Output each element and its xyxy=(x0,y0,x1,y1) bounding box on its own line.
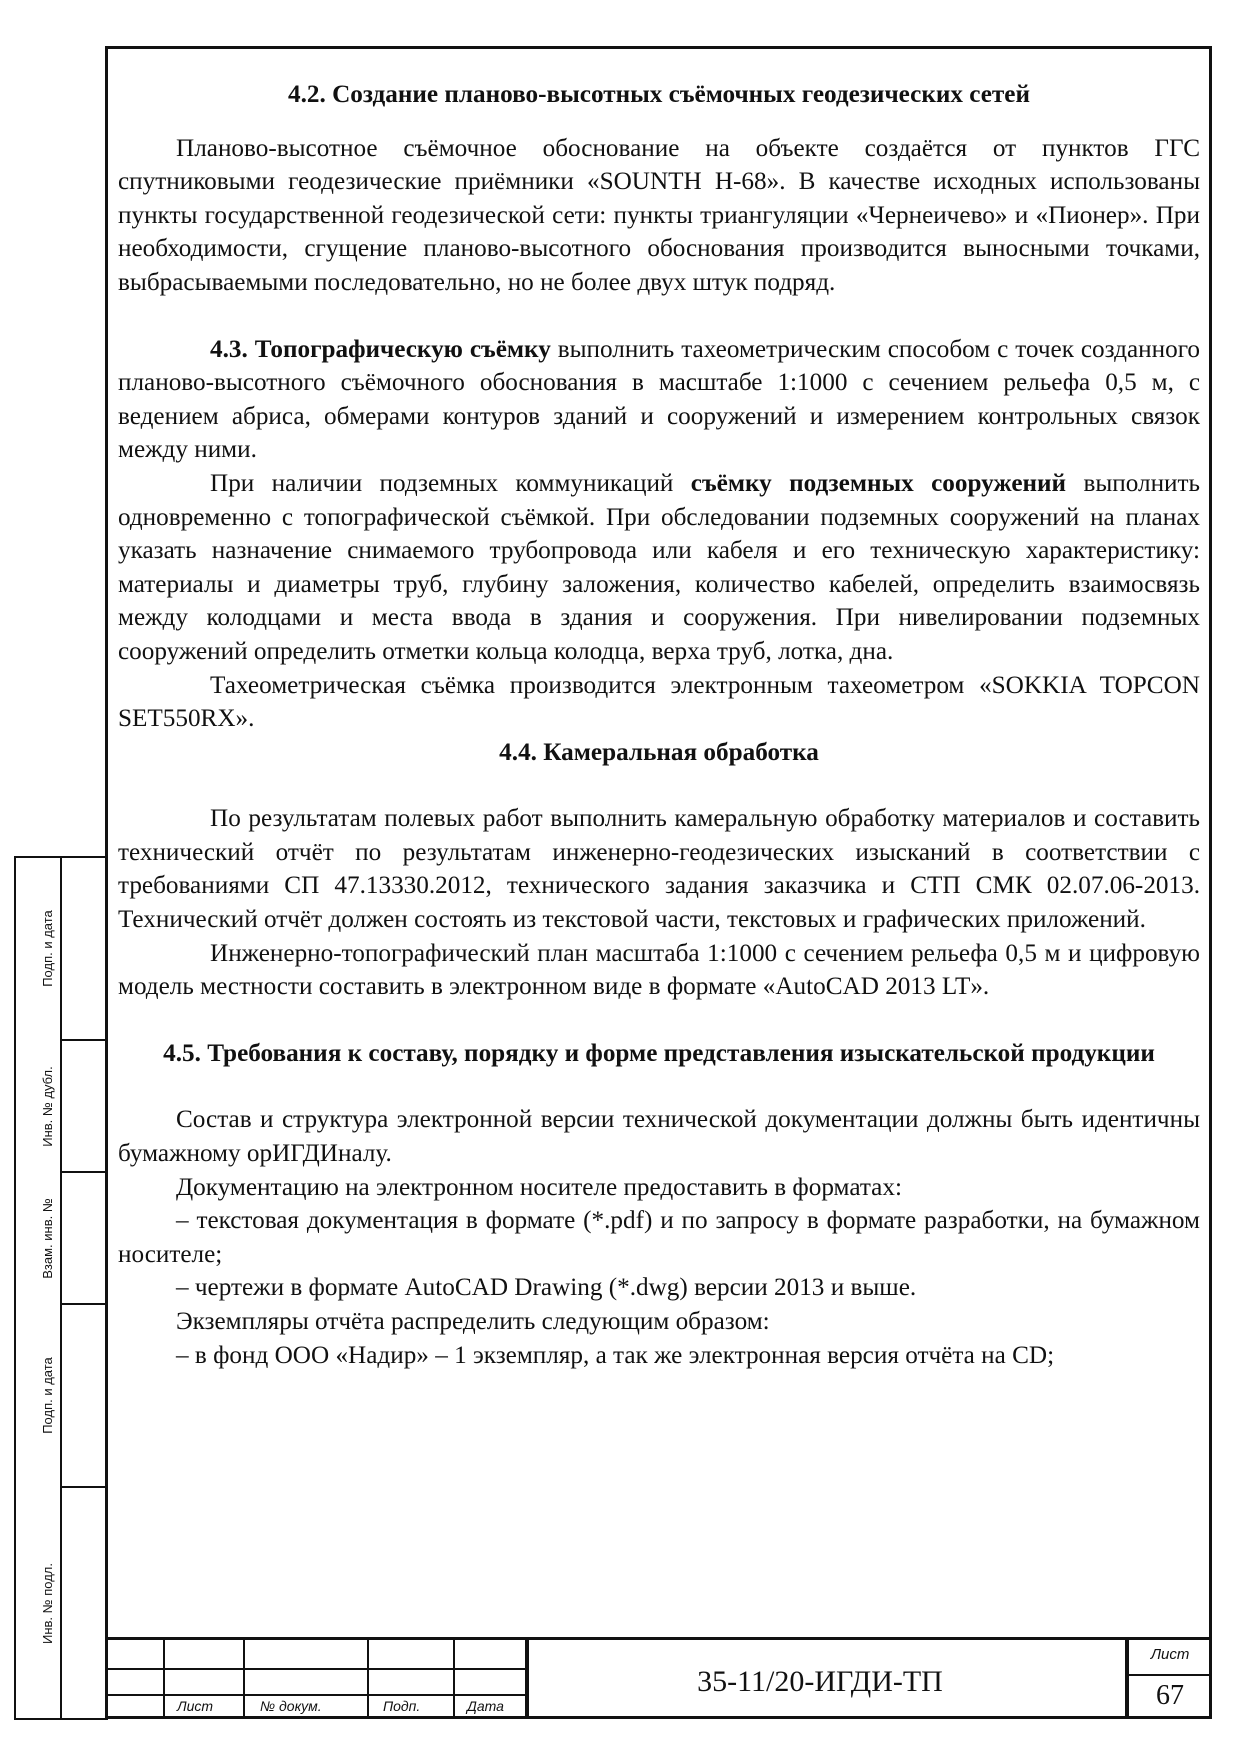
sheet-label: Лист xyxy=(1150,1646,1190,1663)
document-body xyxy=(118,78,1200,1372)
document-code: 35-11/20-ИГДИ-ТП xyxy=(697,1665,943,1698)
side-stamp-label: Инв. № подл. xyxy=(39,1562,55,1644)
side-stamp xyxy=(39,856,108,1720)
paragraph-bold: съёмку подземных сооружений xyxy=(690,469,1067,497)
list-item: – в фонд ООО «Надир» – 1 экземпляр, а так же электронная версия отчёта на CD; xyxy=(176,1341,1055,1369)
paragraph: Состав и структура электронной версии технической документации должны быть идентичны бумажному орИГДИналу. xyxy=(118,1106,1200,1168)
column-label-date: Дата xyxy=(467,1698,504,1714)
side-stamp-cell xyxy=(39,858,108,1041)
section-heading: 4.5. Требования к составу, порядку и форме представления изыскательской продукции xyxy=(163,1039,1155,1067)
paragraph xyxy=(118,467,1200,669)
paragraph: Планово-высотное съёмочное обоснование на объекте создаётся от пунктов ГГС спутниковыми геодезические приёмники «SOUNTH H-68». В качестве исходных использованы пункты государственной геодезической сети: пункты триангуляции «Чернеичево» и «Пионер». При необходимости, сгущение планово-высотного обоснования производится выносными точками, выбрасываемыми последовательно, но не более двух штук подряд. xyxy=(118,134,1200,296)
section-heading: 4.2. Создание планово-высотных съёмочных геодезических сетей xyxy=(288,81,1030,108)
section-heading: 4.4. Камеральная обработка xyxy=(499,738,819,766)
side-stamp-label: Подп. и дата xyxy=(39,910,55,987)
side-stamp-cell xyxy=(39,1488,108,1718)
side-stamp-label: Инв. № дубл. xyxy=(39,1065,55,1147)
column-label-sheet: Лист xyxy=(177,1698,214,1714)
side-stamp-label: Подп. и дата xyxy=(39,1357,55,1434)
side-stamp-cell xyxy=(39,1305,108,1488)
paragraph: Экземпляры отчёта распределить следующим образом: xyxy=(176,1308,770,1335)
side-stamp-cell xyxy=(39,1173,108,1305)
paragraph xyxy=(118,333,1200,467)
paragraph: Документацию на электронном носителе предоставить в форматах: xyxy=(176,1173,902,1201)
column-label-doc-number: № докум. xyxy=(260,1698,322,1714)
title-block-cell xyxy=(105,1640,165,1719)
list-item: – чертежи в формате AutoCAD Drawing (*.dwg) версии 2013 и выше. xyxy=(176,1274,917,1302)
paragraph: По результатам полевых работ выполнить камеральную обработку материалов и составить технический отчёт по результатам инженерно-геодезических изысканий в соответствии с требованиями СП 47.13330.2012, технического задания заказчика и СТП СМК 02.07.06-2013. Технический отчёт должен состоять из текстовой части, текстовых и графических приложений. xyxy=(118,805,1200,934)
side-stamp-label: Взам. инв. № xyxy=(39,1197,55,1279)
sheet-number: 67 xyxy=(1156,1680,1184,1711)
list-item: – текстовая документация в формате (*.pdf) и по запросу в формате разработки, на бумажном носителе; xyxy=(118,1207,1200,1268)
paragraph-text: выполнить тахеометрическим способом с точек созданного планово-высотного съёмочного обоснования в масштабе 1:1000 с сечением рельефа 0,5 м, с ведением абриса, обмерами контуров зданий и сооружений и измерением контрольных связок между ними. xyxy=(118,335,1200,464)
column-label-signature: Подп. xyxy=(383,1698,421,1714)
paragraph: Инженерно-топографический план масштаба 1:1000 с сечением рельефа 0,5 м и цифровую модель местности составить в электронном виде в формате «AutoCAD 2013 LT». xyxy=(118,939,1200,1001)
paragraph-lead: 4.3. Топографическую съёмку xyxy=(210,335,551,363)
paragraph: Тахеометрическая съёмка производится электронным тахеометром «SOKKIA TOPCON SET550RX». xyxy=(118,671,1200,733)
paragraph-text: При наличии подземных коммуникаций xyxy=(210,469,691,497)
side-stamp-cell xyxy=(39,1041,108,1173)
paragraph-text: выполнить одновременно с топографической съёмкой. При обследовании подземных сооружений на планах указать назначение снимаемого трубопровода или кабеля и его техническую характеристику: материалы и диаметры труб, глубину заложения, количество кабелей, определить взаимосвязь между колодцами и места ввода в здания и сооружения. При нивелировании подземных сооружений определить отметки кольца колодца, верха труб, лотка, дна. xyxy=(118,469,1201,665)
